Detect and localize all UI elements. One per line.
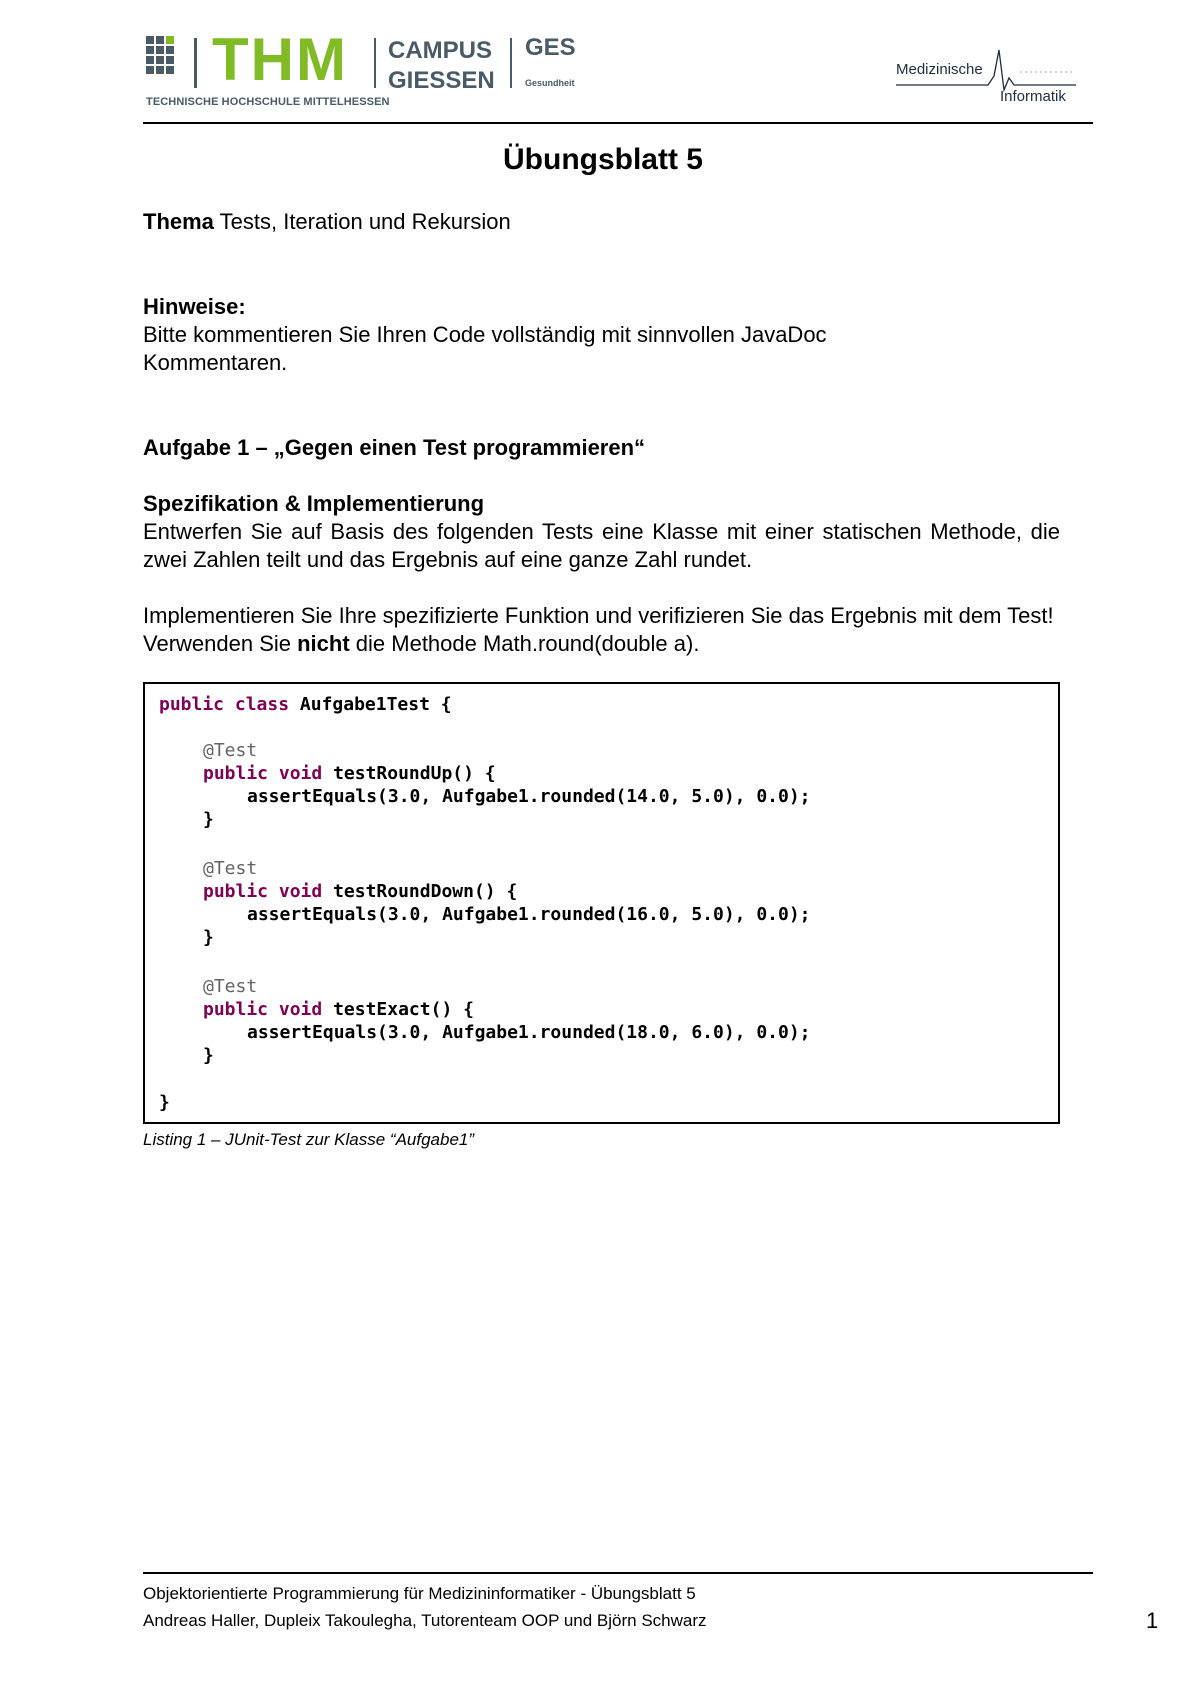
code-annotation: @Test [203, 858, 258, 879]
code-close-brace: } [203, 927, 214, 948]
footer-rule [143, 1572, 1093, 1574]
code-listing [143, 682, 1060, 1124]
thema-text: Tests, Iteration und Rekursion [213, 209, 511, 234]
mi-logo-bottom-text: Informatik [1000, 88, 1066, 105]
impl-text-bold: nicht [297, 631, 350, 656]
keyword-public: public [203, 881, 269, 902]
page-title: Übungsblatt 5 [503, 143, 703, 176]
department-subtitle: Gesundheit [525, 78, 575, 88]
department-label: GES [525, 34, 576, 61]
impl-text-1: Implementieren Sie Ihre spezifizierte Funktion und verifizieren Sie das Ergebnis mit dem Test! Verwenden Sie [143, 603, 1054, 656]
thm-logo-text: THM [212, 26, 348, 93]
code-method-signature [203, 763, 496, 785]
code-method-signature [203, 881, 517, 903]
code-annotation: @Test [203, 976, 258, 997]
footer-authors: Andreas Haller, Dupleix Takoulegha, Tutorenteam OOP und Björn Schwarz [143, 1611, 707, 1630]
code-close-brace: } [203, 809, 214, 830]
code-annotation: @Test [203, 740, 258, 761]
hinweise-line1: Bitte kommentieren Sie Ihren Code vollständig mit sinnvollen JavaDoc [143, 322, 827, 347]
class-declaration: Aufgabe1Test { [289, 694, 452, 715]
listing-caption: Listing 1 – JUnit-Test zur Klasse “Aufgabe1” [143, 1130, 475, 1149]
header-rule [143, 122, 1093, 124]
keyword-public: public [203, 999, 269, 1020]
campus-label [388, 36, 495, 96]
code-line-class [159, 694, 452, 716]
task1-heading: Aufgabe 1 – „Gegen einen Test programmieren“ [143, 435, 646, 460]
thema-label: Thema [143, 209, 214, 234]
code-method-signature [203, 999, 474, 1021]
thm-subtitle: TECHNISCHE HOCHSCHULE MITTELHESSEN [146, 96, 390, 108]
impl-text-2: die Methode Math.round(double a). [349, 631, 700, 656]
spec-paragraph: Entwerfen Sie auf Basis des folgenden Tests eine Klasse mit einer statischen Methode, die zwei Zahlen teilt und das Ergebnis auf eine ganze Zahl rundet. [143, 519, 1060, 572]
keyword-void: void [278, 881, 323, 902]
thema-line [143, 208, 511, 236]
method-name: testRoundDown() { [322, 881, 518, 902]
code-method-body: assertEquals(3.0, Aufgabe1.rounded(18.0, 6.0), 0.0); [247, 1022, 811, 1043]
page-number: 1 [1146, 1608, 1159, 1633]
keyword-class: class [234, 694, 290, 715]
method-name: testRoundUp() { [322, 763, 496, 784]
logo-divider [194, 38, 197, 88]
hinweise-line2: Kommentaren. [143, 350, 288, 375]
logo-divider [510, 38, 512, 88]
mi-logo-top-text: Medizinische [896, 61, 983, 78]
keyword-void: void [278, 999, 323, 1020]
keyword-public: public [203, 763, 269, 784]
thm-logo-grid-icon [146, 36, 182, 84]
spec-heading: Spezifikation & Implementierung [143, 491, 485, 516]
keyword-public: public [159, 694, 225, 715]
campus-line2: GIESSEN [388, 67, 495, 94]
code-method-body: assertEquals(3.0, Aufgabe1.rounded(14.0, 5.0), 0.0); [247, 786, 811, 807]
footer-course: Objektorientierte Programmierung für Medizininformatiker - Übungsblatt 5 [143, 1584, 696, 1603]
method-name: testExact() { [322, 999, 474, 1020]
keyword-void: void [278, 763, 323, 784]
impl-paragraph [143, 602, 1060, 658]
campus-line1: CAMPUS [388, 37, 493, 64]
code-close-brace: } [203, 1045, 214, 1066]
code-method-body: assertEquals(3.0, Aufgabe1.rounded(16.0, 5.0), 0.0); [247, 904, 811, 925]
logo-divider [374, 38, 376, 88]
code-close-brace: } [159, 1092, 170, 1113]
hinweise-heading: Hinweise: [143, 294, 246, 319]
